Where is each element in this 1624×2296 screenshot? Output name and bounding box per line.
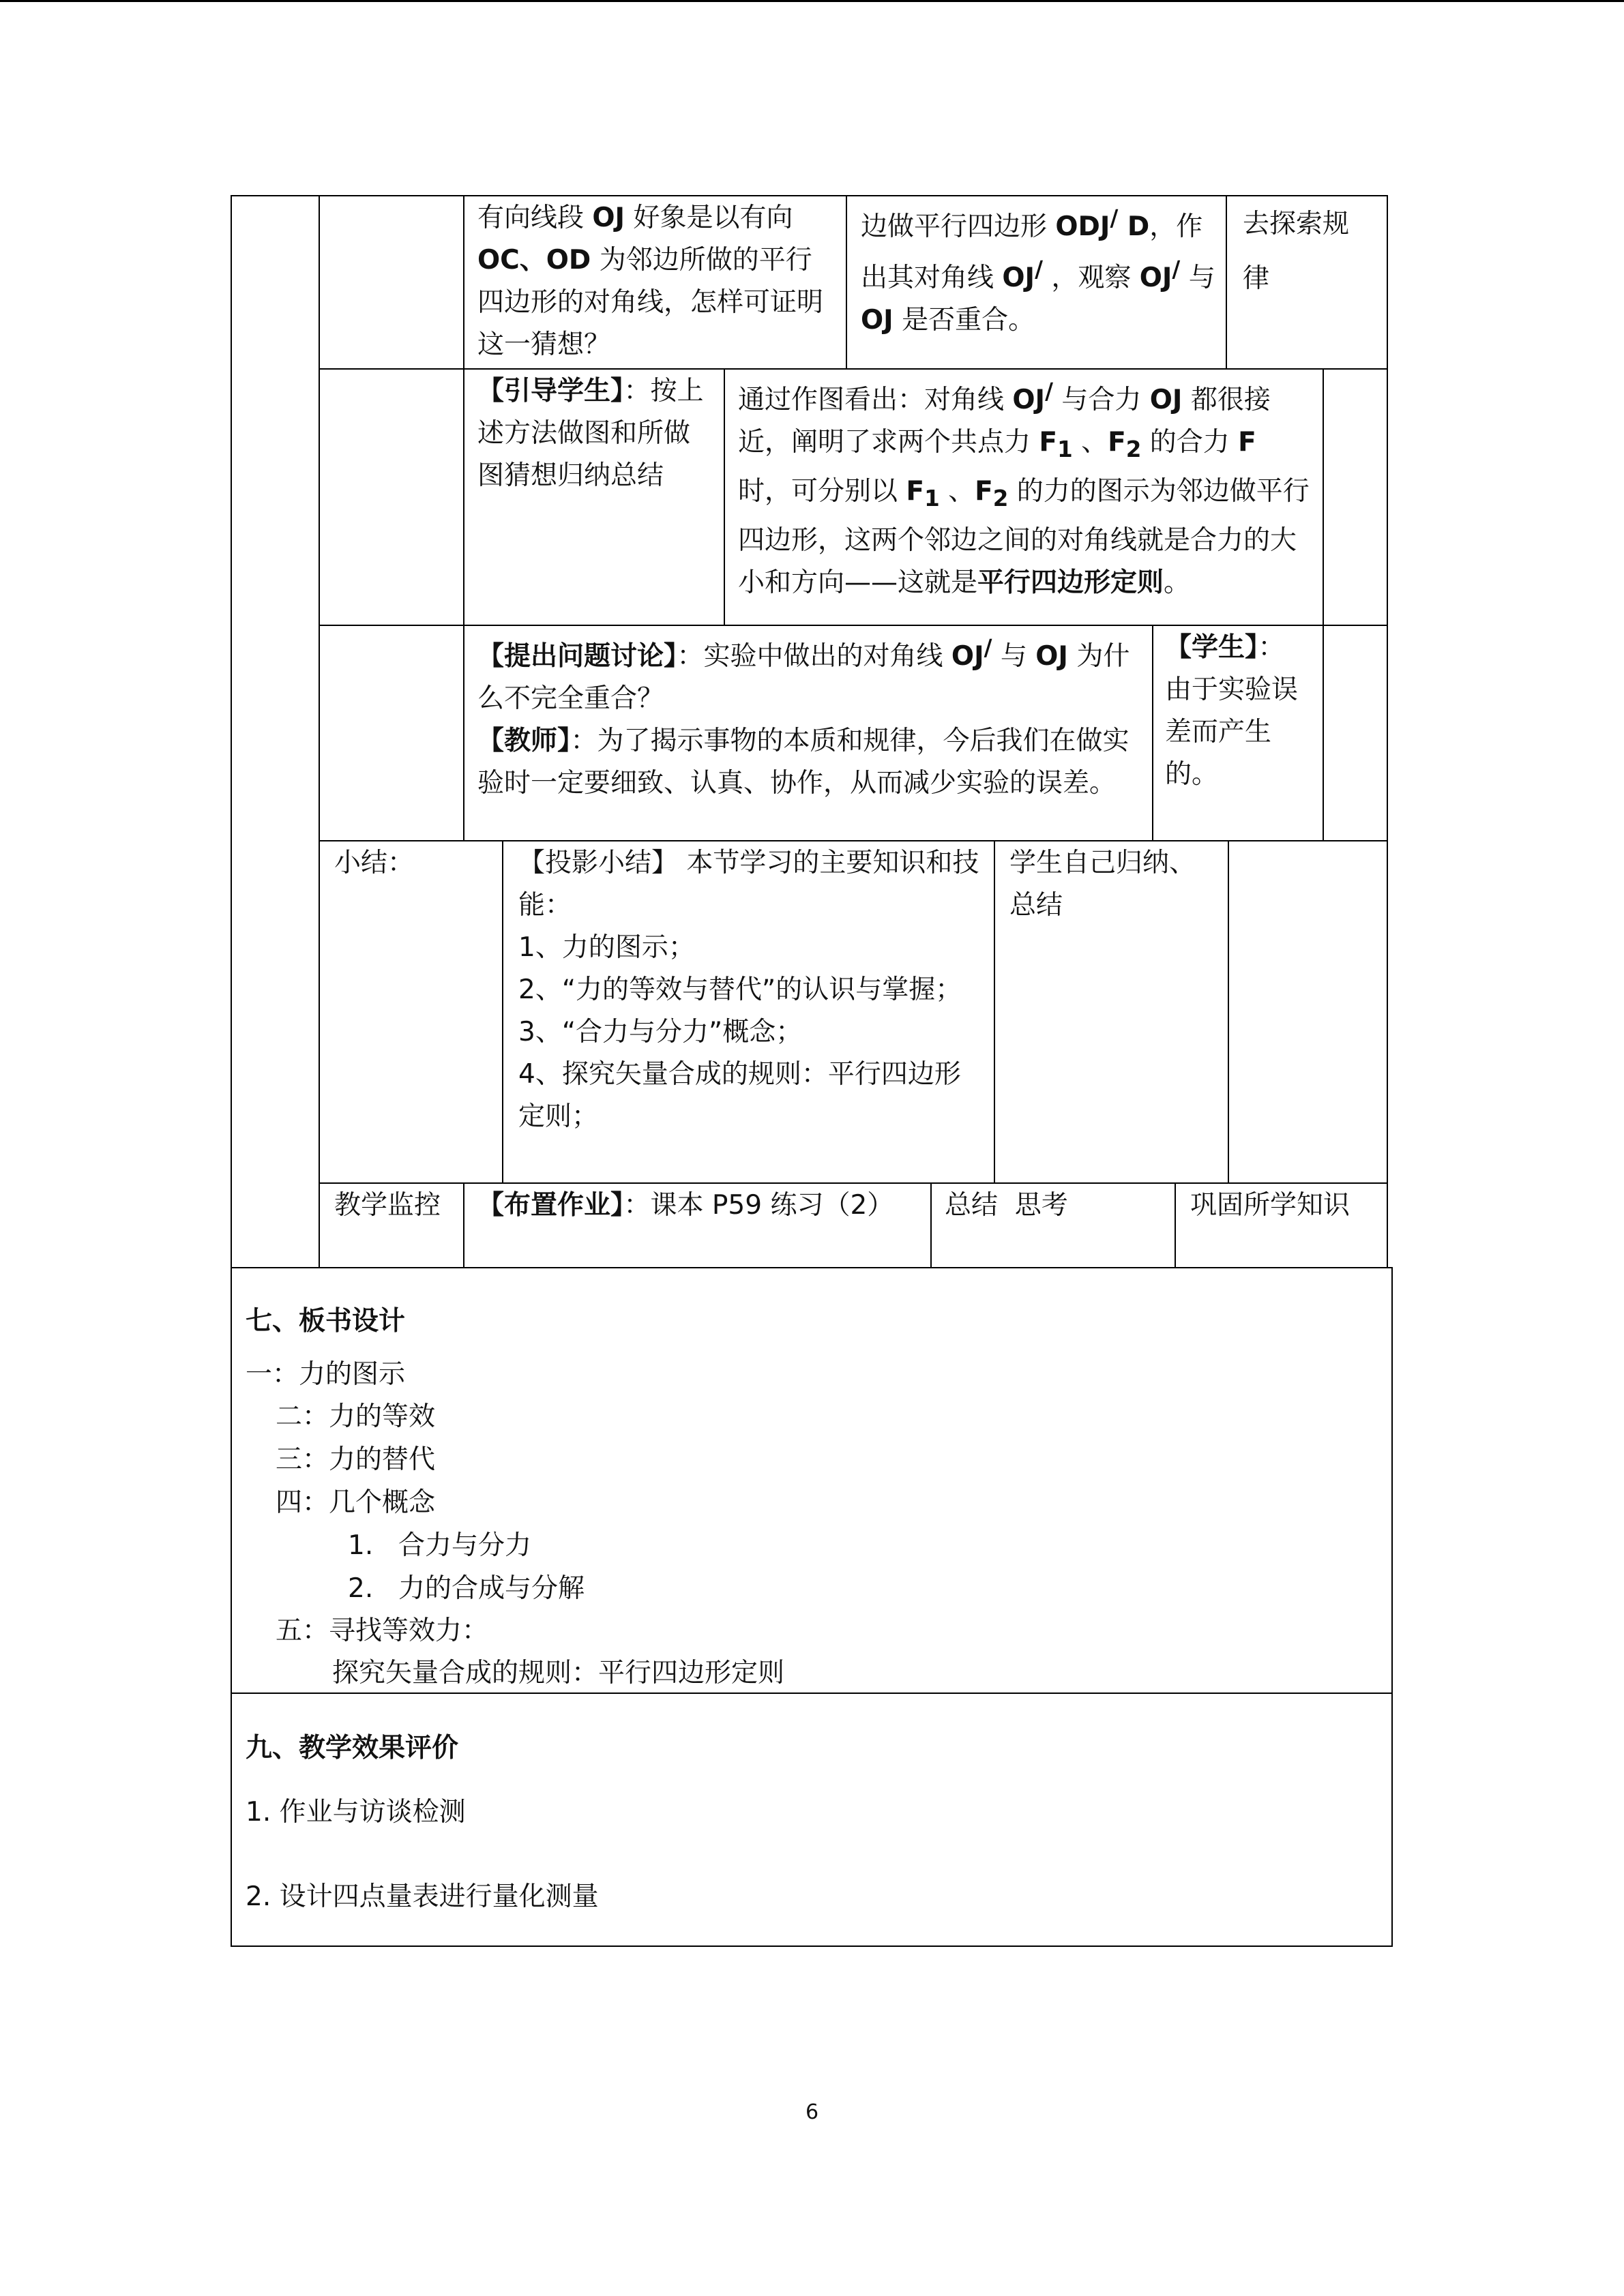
text: ：实验中做出的对角线 [677, 641, 951, 672]
summary-content [518, 842, 982, 1138]
row5-divider-b [930, 1182, 932, 1268]
vector-label: OJ [1139, 263, 1172, 293]
prime-mark: / [1110, 205, 1119, 231]
row4-divider-c [1228, 840, 1229, 1182]
text: 的力的图示为邻边做平行四边形，这两个邻边之间的对角线就是合力的大小和方向——这就是 [738, 475, 1310, 598]
row1-purpose-cell: 去探索规律 [1243, 209, 1350, 294]
text: ：为了揭示事物的本质和规律，今后我们在做实验时一定要细致、认真、协作，从而减少实验的误差。 [477, 726, 1130, 799]
evaluation-title: 九、教学效果评价 [246, 1733, 459, 1763]
text: 。 [1164, 567, 1191, 598]
vector-label: OJ [1149, 385, 1183, 415]
row2-divider-b [724, 368, 725, 625]
table-inner-left [319, 195, 320, 1268]
box-top-line [231, 1267, 1393, 1268]
text: 时，可分别以 [738, 475, 906, 507]
text: 与 [1180, 263, 1215, 293]
text: 为什么不完全重合？ [477, 641, 1130, 714]
subscript: 1 [924, 485, 940, 511]
row1-divider-c [1226, 195, 1227, 368]
text: 边做平行四边形 [861, 211, 1056, 242]
guide-heading: 【引导学生】 [477, 376, 624, 406]
text: ，作出其对角线 [861, 211, 1203, 293]
row4-bottom-line [319, 1182, 1388, 1184]
text: 与合力 [1052, 385, 1150, 415]
force-label: F [1039, 427, 1058, 458]
row2-divider-a [463, 368, 464, 625]
row4-divider-b [994, 840, 995, 1182]
text: 好象是以有向 [625, 203, 793, 233]
prime-mark: / [1035, 256, 1043, 282]
monitor-label: 教学监控 [334, 1190, 441, 1221]
summary-line: 1、力的图示； [518, 932, 695, 963]
row4-divider-a [502, 840, 503, 1182]
row1-divider-a [463, 195, 464, 368]
force-label: F [906, 475, 925, 507]
table-top-line [231, 195, 1388, 196]
row2-divider-c [1323, 368, 1324, 625]
board-line: 探究矢量合成的规则：平行四边形定则 [332, 1658, 785, 1688]
text: 有向线段 [477, 203, 593, 233]
page-top-border [0, 0, 1624, 2]
page-number: 6 [805, 2100, 819, 2124]
force-label: F [1108, 427, 1126, 458]
board-line: 四：几个概念 [276, 1487, 436, 1518]
summary-label: 小结： [334, 848, 415, 878]
text: 、 [1072, 427, 1108, 458]
row5-divider-a [463, 1182, 464, 1268]
summary-student-cell: 学生自己归纳、总结 [1009, 848, 1196, 921]
vector-label: OJ [1035, 641, 1068, 672]
row3-divider-b [1152, 625, 1153, 840]
homework-heading: 【布置作业】 [477, 1190, 624, 1221]
row3-divider-a [463, 625, 464, 840]
board-design-title: 七、板书设计 [246, 1306, 406, 1337]
board-line: 五：寻找等效力： [276, 1615, 489, 1646]
row3-discussion-cell [477, 627, 1139, 805]
monitor-purpose-cell: 巩固所学知识 [1190, 1190, 1350, 1221]
row1-bottom-line [319, 368, 1388, 370]
subscript: 2 [992, 485, 1009, 511]
text: 为邻边所做的平行四边形的对角线，怎样可证明这一猜想？ [477, 245, 824, 360]
text: 、 [939, 475, 975, 507]
box-bottom-line [231, 1945, 1393, 1947]
vector-label: ODJ [1055, 211, 1110, 242]
text: ：由于实验误差而产生的。 [1165, 632, 1299, 790]
monitor-student-cell: 总结 思考 [945, 1190, 1068, 1221]
row3-divider-c [1323, 625, 1324, 840]
prime-mark: / [1172, 256, 1181, 282]
vector-label: OJ [951, 641, 984, 672]
board-line: 二：力的等效 [276, 1401, 436, 1432]
force-label: F [975, 475, 993, 507]
text: 的合力 [1141, 427, 1239, 458]
evaluation-item: 1. 作业与访谈检测 [246, 1797, 466, 1828]
subscript: 1 [1057, 436, 1073, 462]
vector-label: OJ [861, 305, 894, 336]
board-line-number: 2. [348, 1573, 374, 1604]
text: 通过作图看出：对角线 [738, 385, 1013, 415]
row2-conclusion-cell [738, 370, 1311, 604]
student-heading: 【学生】 [1165, 632, 1258, 663]
text: ：课本 P59 练习（2） [623, 1190, 894, 1221]
box-left-border [231, 1267, 232, 1947]
homework-cell [477, 1184, 900, 1227]
row1-question-cell [477, 197, 832, 366]
summary-line: 3、“合力与分力”概念； [518, 1017, 803, 1047]
board-line-number: 1. [348, 1530, 374, 1561]
vector-label: OJ [1012, 385, 1046, 415]
discussion-heading: 【提出问题讨论】 [477, 641, 677, 672]
text: 与 [992, 641, 1036, 672]
row5-divider-c [1175, 1182, 1176, 1268]
evaluation-item: 2. 设计四点量表进行量化测量 [246, 1881, 599, 1912]
text: ，观察 [1042, 263, 1140, 293]
row1-divider-b [846, 195, 847, 368]
vector-label: OJ [592, 203, 625, 233]
teacher-heading: 【教师】 [477, 726, 571, 756]
row2-guide-cell [477, 370, 713, 497]
summary-line: 4、探究矢量合成的规则：平行四边形定则； [518, 1059, 961, 1132]
vector-label: D [1118, 211, 1150, 242]
summary-line: 2、“力的等效与替代”的认识与掌握； [518, 974, 962, 1005]
board-line: 合力与分力 [398, 1530, 532, 1561]
vector-label: OJ [1002, 263, 1035, 293]
row2-bottom-line [319, 625, 1388, 626]
text: ：按上述方法做图和所做图猜想归纳总结 [477, 376, 704, 491]
table-border-right [1387, 195, 1388, 1268]
text: 都很接近，阐明了求两个共点力 [738, 385, 1271, 458]
row3-student-cell [1165, 627, 1301, 796]
summary-line: 【投影小结】 本节学习的主要知识和技能： [518, 848, 979, 921]
parallelogram-rule: 平行四边形定则 [977, 567, 1164, 598]
prime-mark: / [1045, 378, 1053, 404]
subscript: 2 [1125, 436, 1142, 462]
text: 是否重合。 [893, 305, 1035, 336]
vector-label: OC、OD [477, 245, 591, 275]
board-line: 力的合成与分解 [398, 1573, 585, 1604]
box-right-border [1391, 1267, 1393, 1947]
board-line: 一：力的图示 [246, 1359, 406, 1390]
row1-method-cell [861, 197, 1215, 342]
table-border-left [231, 195, 232, 1268]
board-line: 三：力的替代 [276, 1444, 436, 1475]
prime-mark: / [984, 635, 992, 661]
force-label: F [1238, 427, 1256, 458]
